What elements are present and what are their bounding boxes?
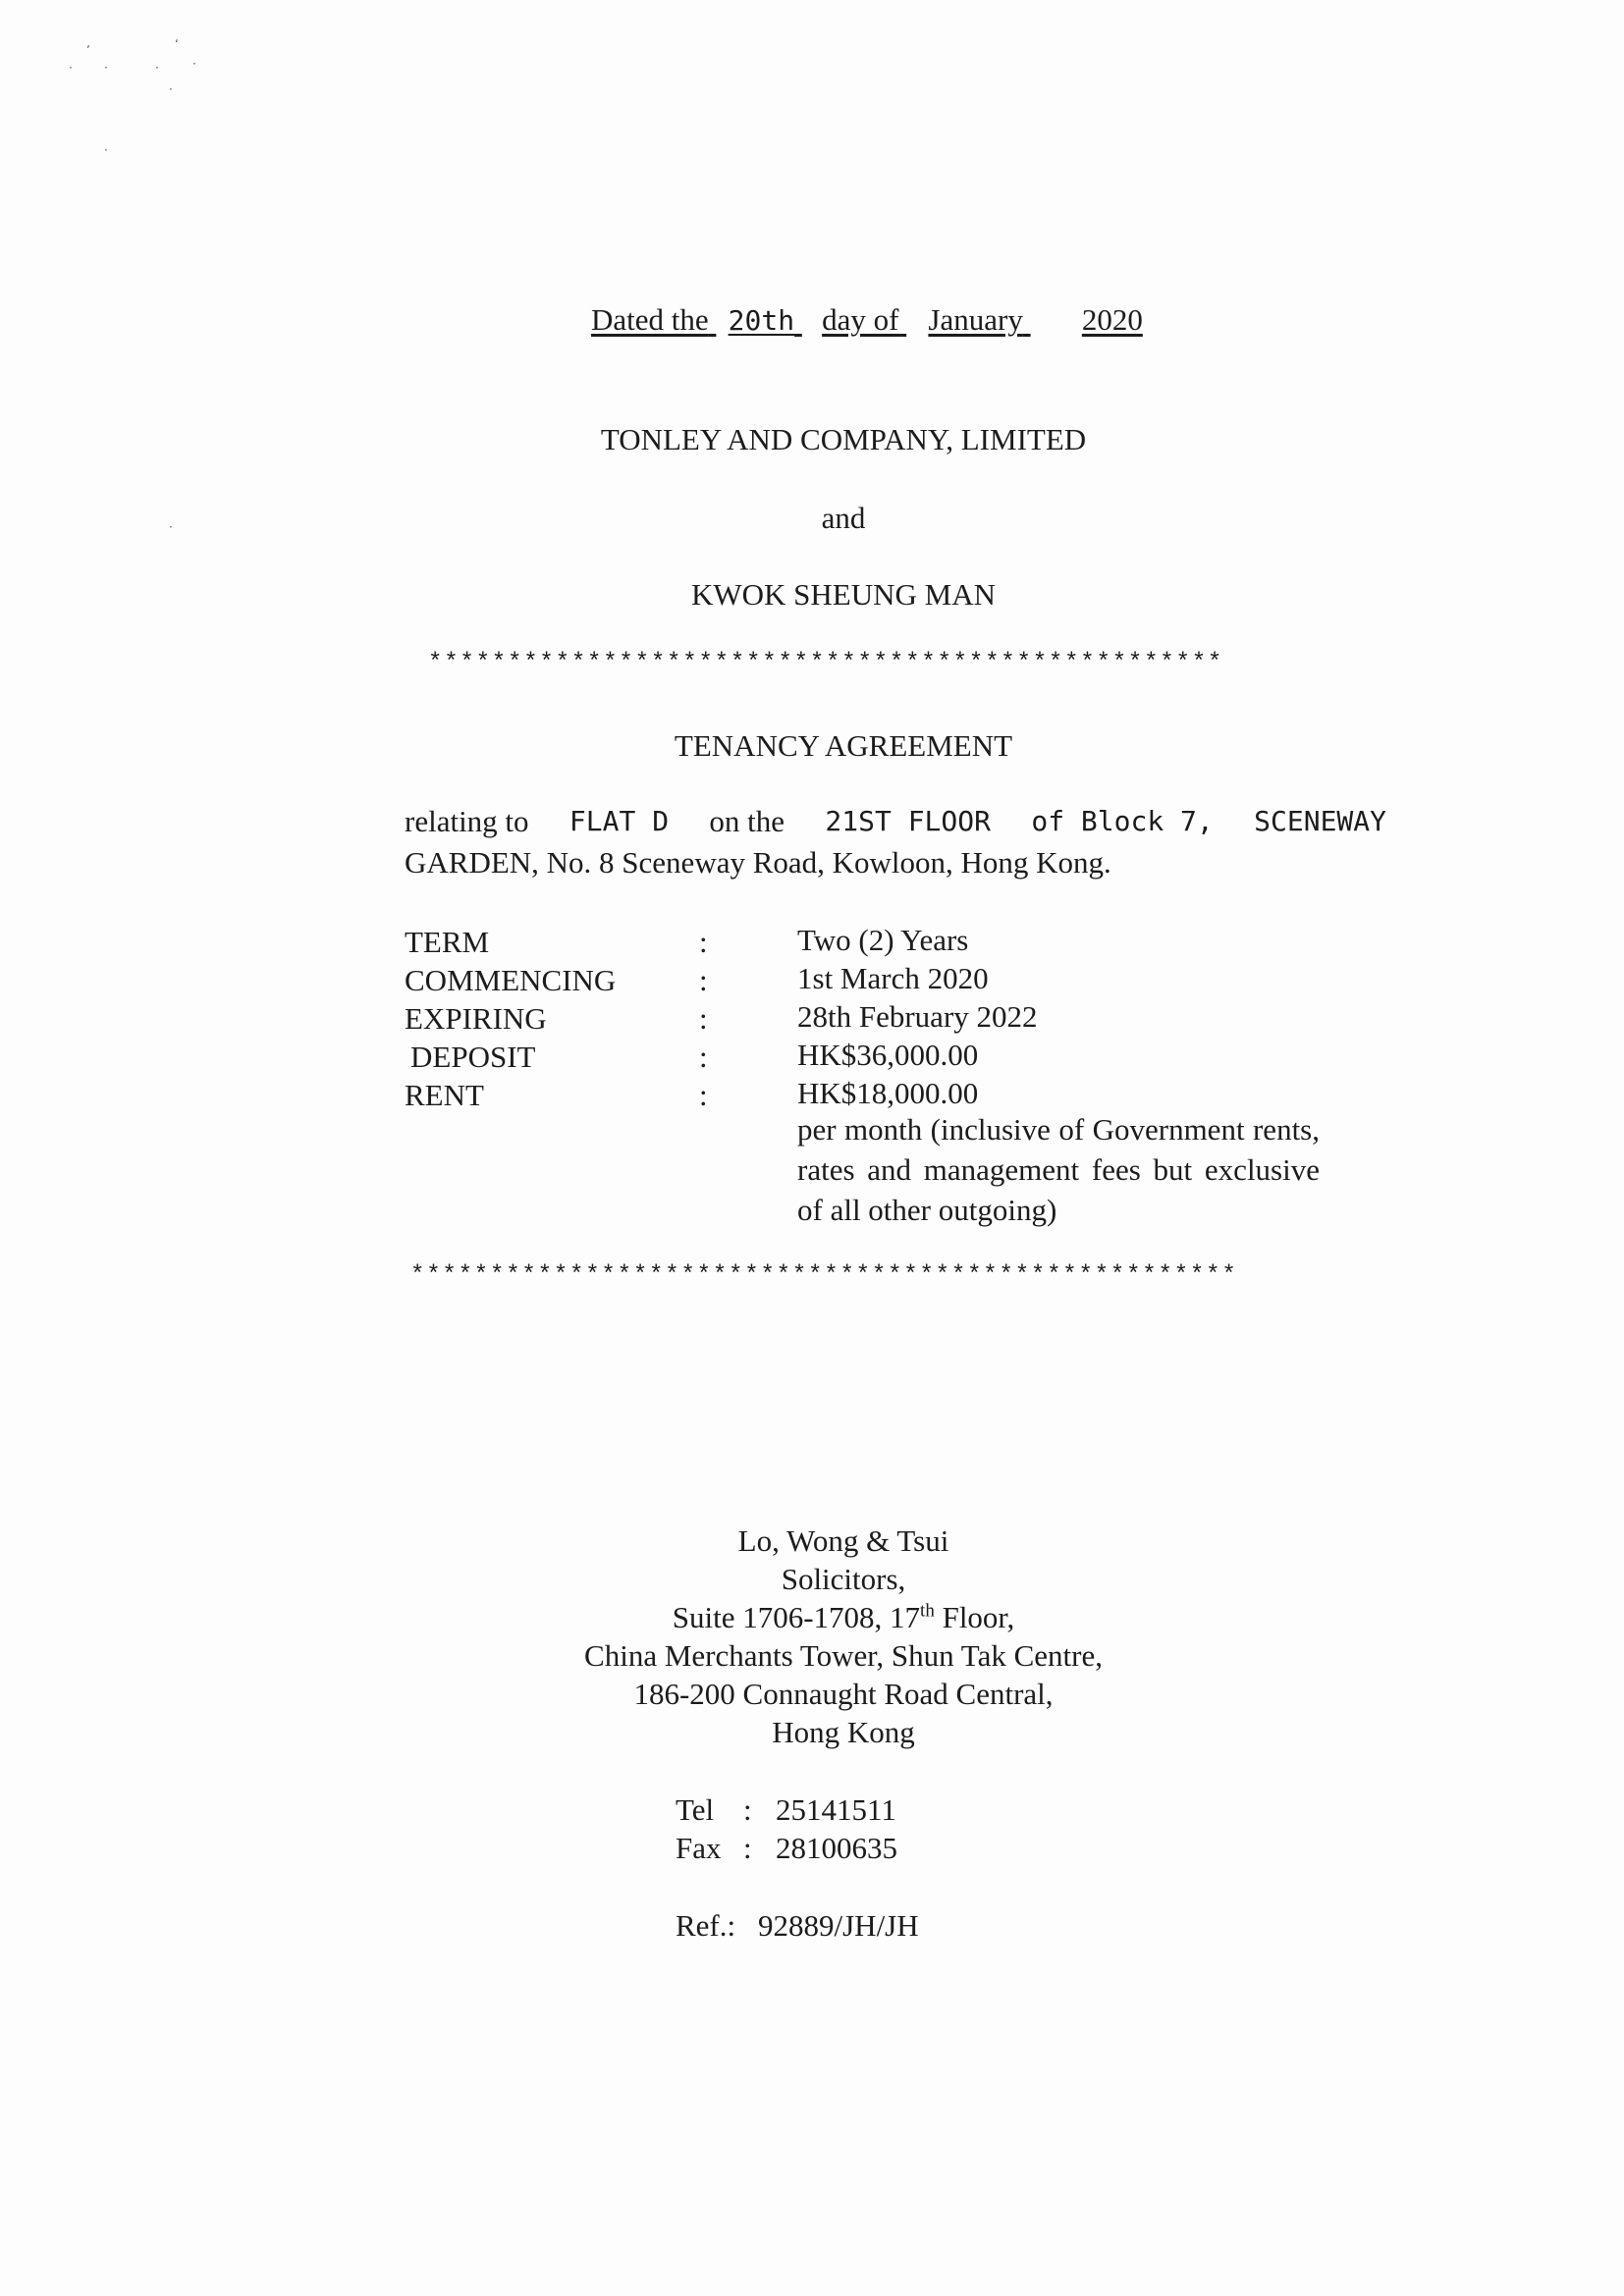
commencing-value: 1st March 2020 <box>797 961 989 995</box>
divider-bottom: **************************************************** <box>410 1262 1238 1289</box>
scan-speck: · <box>104 61 108 75</box>
premises-line-2: GARDEN, No. 8 Sceneway Road, Kowloon, Hong Kong. <box>405 845 1111 880</box>
ref-value: 92889/JH/JH <box>758 1908 919 1943</box>
expiring-colon: : <box>699 1001 708 1036</box>
scan-speck: · <box>104 143 108 157</box>
term-colon: : <box>699 925 708 959</box>
deposit-label: DEPOSIT <box>410 1040 536 1074</box>
term-value: Two (2) Years <box>797 923 969 957</box>
tel-colon: : <box>743 1792 752 1827</box>
commencing-colon: : <box>699 963 708 997</box>
ref-label: Ref.: <box>676 1908 736 1943</box>
premises-flat: FLAT D <box>568 805 670 837</box>
solicitor-suite <box>0 1600 1624 1635</box>
premises-block: of Block 7, <box>1031 805 1214 837</box>
suite-prefix: Suite 1706-1708, 17 <box>672 1600 921 1634</box>
scan-speck: · <box>155 61 159 75</box>
rent-colon: : <box>699 1078 708 1112</box>
solicitor-firm-name: Lo, Wong & Tsui <box>737 1523 949 1558</box>
suite-superscript: th <box>920 1600 935 1622</box>
expiring-value: 28th February 2022 <box>797 999 1038 1034</box>
dated-day: 20th <box>728 304 795 337</box>
scan-speck: ʼ <box>86 43 90 57</box>
premises-line-1 <box>405 801 1386 842</box>
term-label: TERM <box>405 925 490 959</box>
solicitor-role: Solicitors, <box>781 1562 906 1596</box>
solicitor-city: Hong Kong <box>772 1715 915 1749</box>
solicitor-building: China Merchants Tower, Shun Tak Centre, <box>584 1638 1103 1673</box>
scan-speck: · <box>169 82 173 96</box>
rent-label: RENT <box>405 1078 484 1112</box>
premises-description <box>405 801 1386 883</box>
rent-note: per month (inclusive of Government rents, rates and management fees but exclusive of all other outgoing) <box>797 1112 1320 1227</box>
party-landlord: TONLEY AND COMPANY, LIMITED <box>600 422 1087 456</box>
document-title: TENANCY AGREEMENT <box>674 728 1013 763</box>
party-tenant: KWOK SHEUNG MAN <box>691 577 996 612</box>
dated-month: January <box>928 302 1023 337</box>
dated-prefix: Dated the <box>591 302 709 337</box>
party-conjunction: and <box>821 501 866 535</box>
fax-value: 28100635 <box>776 1831 897 1865</box>
tel-label: Tel <box>676 1792 715 1827</box>
scan-speck: · <box>169 520 173 534</box>
fax-colon: : <box>743 1831 752 1865</box>
suite-suffix: Floor, <box>934 1600 1015 1634</box>
divider-top: ************************************************** <box>428 650 1224 676</box>
scan-speck: · <box>192 57 196 71</box>
deposit-colon: : <box>699 1040 708 1074</box>
premises-prefix: relating to <box>405 804 529 838</box>
dated-year: 2020 <box>1081 302 1143 337</box>
tel-value: 25141511 <box>776 1792 896 1827</box>
dated-line <box>591 302 1143 338</box>
dated-day-of: day of <box>822 302 899 337</box>
scan-speck: ʻ <box>175 37 179 51</box>
fax-label: Fax <box>676 1831 722 1865</box>
solicitor-street: 186-200 Connaught Road Central, <box>633 1677 1054 1711</box>
rent-value: HK$18,000.00 <box>797 1076 979 1110</box>
premises-estate: SCENEWAY <box>1254 805 1386 837</box>
commencing-label: COMMENCING <box>405 963 617 997</box>
deposit-value: HK$36,000.00 <box>797 1038 979 1072</box>
premises-floor: 21ST FLOOR <box>825 805 991 837</box>
premises-on-the: on the <box>709 804 785 838</box>
expiring-label: EXPIRING <box>405 1001 547 1036</box>
scan-speck: · <box>69 61 73 75</box>
